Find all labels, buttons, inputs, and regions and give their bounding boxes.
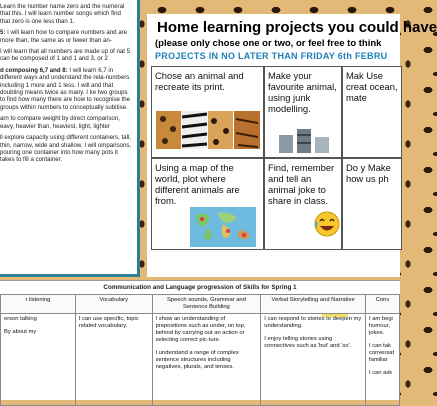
project-cell-animal-joke bbox=[264, 158, 342, 250]
objective-item: 5: I will learn how to compare numbers and are more than, the same as or fewer than an- bbox=[0, 29, 128, 44]
project-cell-animal-print bbox=[151, 66, 264, 158]
skills-table-section bbox=[0, 280, 400, 400]
table-cell: I am begi humour, jokes. I can tak conversat familiar I can ask bbox=[365, 314, 399, 406]
project-text: Using a map of the world, plot where different animals are from. bbox=[155, 162, 240, 206]
world-map-icon bbox=[190, 207, 256, 247]
column-header: Vocabulary bbox=[75, 295, 152, 314]
project-cell-world-map bbox=[151, 158, 264, 250]
project-text: Find, remember and tell an animal joke to share in class. bbox=[268, 162, 335, 206]
table-row bbox=[1, 314, 400, 406]
objective-item: Learn the number name zero and the numeral that this. I will learn number songs which find that zero is one less than 1. bbox=[0, 3, 125, 25]
column-header: Conv bbox=[365, 295, 399, 314]
deadline-banner: PROJECTS IN NO LATER THAN FRIDAY 6th FEBRU bbox=[155, 51, 388, 61]
column-header: r listening bbox=[1, 295, 76, 314]
junk-model-icon bbox=[277, 127, 333, 155]
project-text: Mak Use creat ocean, mate bbox=[346, 70, 398, 103]
projects-panel bbox=[147, 14, 437, 277]
page-title: Home learning projects you could have bbox=[157, 19, 437, 36]
objective-item: ll explore capacity using different containers, tall, thin, narrow, wide and shallow. I will omparisons, pouring one container into how many pots it takes to fill a container. bbox=[0, 134, 132, 164]
skills-table bbox=[0, 294, 400, 406]
table-header-row bbox=[1, 295, 400, 314]
table-cell: I show an understanding of prepositions such as under, on top, behind by carrying out an action or selecting correct pic-ture. I understand a range of complex sentence structures including negatives, plurals, and tenses. bbox=[152, 314, 261, 406]
project-text: Make your favourite animal, using junk modelling. bbox=[268, 70, 337, 114]
laughing-emoji-icon bbox=[313, 209, 341, 239]
project-text: Chose an animal and recreate its print. bbox=[155, 70, 244, 92]
objective-item: arn to compare weight by direct comparison, eavy, heavier than, heaviest, light, lighter bbox=[0, 115, 120, 130]
objectives-panel bbox=[0, 0, 140, 277]
table-cell: erson talking By about my bbox=[1, 314, 76, 406]
project-text: Do y Make how us ph bbox=[346, 162, 391, 184]
animal-print-icon bbox=[156, 111, 260, 149]
objective-item: I will learn that all numbers are made up of nat 5 can be composed of 1 and 1 and 3, or 2 bbox=[0, 48, 131, 63]
objective-item: d composing 6,7 and 8: I will learn 6,7 in different ways and understand the rela-numbers including 1 more and 1 less. I will and that doubling means twice as many. I ke two groups to find how many there are how to recognise the groups within numbers to conceptually subitise. bbox=[0, 66, 131, 111]
table-cell: I can respond to stories to deepen my understanding. I enjoy telling stories using connectives such as 'but' and 'so'. bbox=[261, 314, 366, 406]
column-header: Speech sounds, Grammar and Sentence Building bbox=[152, 295, 261, 314]
skills-table-title: Communication and Language progression of Skills for Spring 1 bbox=[103, 284, 297, 291]
project-cell-junk-model bbox=[264, 66, 342, 158]
project-cell-ocean bbox=[342, 66, 402, 158]
table-cell: I can use specific, topic related vocabulary. bbox=[75, 314, 152, 406]
column-header: Verbal Storytelling and Narrative bbox=[261, 295, 366, 314]
project-cell-photo bbox=[342, 158, 402, 250]
page-subtitle: (please only chose one or two, or feel free to think bbox=[155, 38, 382, 49]
